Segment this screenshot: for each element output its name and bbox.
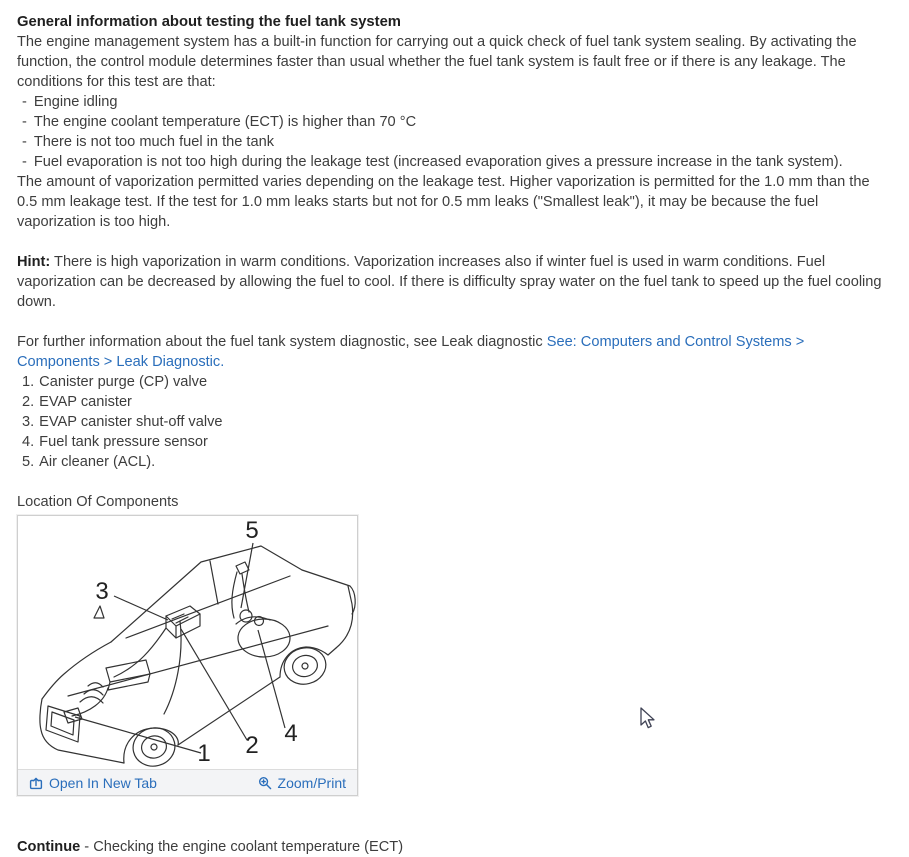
continue-label: Continue: [17, 839, 81, 855]
list-item: [22, 132, 889, 152]
callout-5: 5: [245, 517, 259, 544]
list-item: [22, 92, 889, 112]
zoom-print-button[interactable]: [258, 773, 346, 793]
further-info-paragraph: [17, 332, 889, 372]
further-info-text: For further information about the fuel tank system diagnostic, see Leak diagnostic: [17, 334, 547, 350]
vaporization-paragraph: The amount of vaporization permitted varies depending on the leakage test. Higher vaporization is permitted for the 1.0 mm than the 0.5 mm leakage test. If the test for 1.0 mm leaks starts but not for 0.5 mm leaks ("Smallest leak"), it may be because the fuel vaporization is too high.: [17, 174, 870, 230]
figure-caption: Location Of Components: [17, 494, 179, 510]
continue-text: - Checking the engine coolant temperature (ECT): [80, 839, 404, 855]
hint-text: There is high vaporization in warm conditions. Vaporization increases also if winter fuel is used in warm conditions. Fuel vaporization can be decreased by allowing the fuel to cool. If there is difficulty spray water on the fuel tank to speed up the fuel cooling down.: [17, 254, 882, 310]
leak-diagnostic-link[interactable]: See: Computers and Control Systems > Components > Leak Diagnostic.: [17, 334, 805, 370]
intro-paragraph: The engine management system has a built-in function for carrying out a quick check of fuel tank system sealing. By activating the function, the control module determines faster than usual whether the fuel tank system is fault free or if there is any leakage. The conditions for this test are that:: [17, 34, 857, 90]
components-figure: [17, 515, 358, 796]
callout-1: 1: [197, 740, 211, 767]
item-number: 2.: [22, 394, 35, 410]
bullet-marker: -: [22, 94, 27, 110]
item-number: 4.: [22, 434, 35, 450]
conditions-list: [17, 92, 889, 172]
bullet-marker: -: [22, 154, 27, 170]
list-item: [22, 392, 889, 412]
zoom-in-icon: [258, 776, 272, 790]
open-in-new-tab-button[interactable]: [29, 773, 157, 793]
callout-4: 4: [284, 720, 298, 747]
leader-line-3: [114, 596, 168, 620]
page-title: General information about testing the fuel tank system: [17, 14, 401, 30]
item-number: 3.: [22, 414, 35, 430]
open-in-new-tab-icon: [29, 776, 43, 790]
leader-line-4: [258, 630, 285, 728]
component-label: Fuel tank pressure sensor: [39, 434, 208, 450]
hint-paragraph: [17, 252, 889, 312]
component-label: Air cleaner (ACL).: [39, 454, 156, 470]
component-label: EVAP canister shut-off valve: [39, 414, 223, 430]
condition-text: Fuel evaporation is not too high during the leakage test (increased evaporation gives a pressure increase in the tank system).: [33, 154, 843, 170]
item-number: 5.: [22, 454, 35, 470]
bullet-marker: -: [22, 114, 27, 130]
hint-label: Hint:: [17, 254, 51, 270]
callout-2: 2: [245, 732, 259, 759]
condition-text: The engine coolant temperature (ECT) is higher than 70 °C: [33, 114, 417, 130]
list-item: [22, 112, 889, 132]
figure-callout-leaders: [75, 543, 285, 753]
condition-text: There is not too much fuel in the tank: [33, 134, 274, 150]
list-item: [22, 452, 889, 472]
condition-text: Engine idling: [33, 94, 118, 110]
list-item: [22, 372, 889, 392]
car-component-diagram: [18, 516, 357, 769]
item-number: 1.: [22, 374, 35, 390]
continue-line: [17, 837, 889, 857]
bullet-marker: -: [22, 134, 27, 150]
list-item: [22, 412, 889, 432]
component-label: EVAP canister: [39, 394, 132, 410]
open-in-new-tab-label: Open In New Tab: [49, 774, 157, 791]
components-list: [17, 372, 889, 472]
leader-line-1: [75, 717, 201, 753]
callout-3: 3: [95, 578, 109, 605]
zoom-print-label: Zoom/Print: [277, 774, 346, 791]
component-label: Canister purge (CP) valve: [39, 374, 208, 390]
leader-line-2: [181, 629, 247, 740]
list-item: [22, 432, 889, 452]
list-item: [22, 152, 889, 172]
figure-action-bar: [18, 769, 357, 795]
